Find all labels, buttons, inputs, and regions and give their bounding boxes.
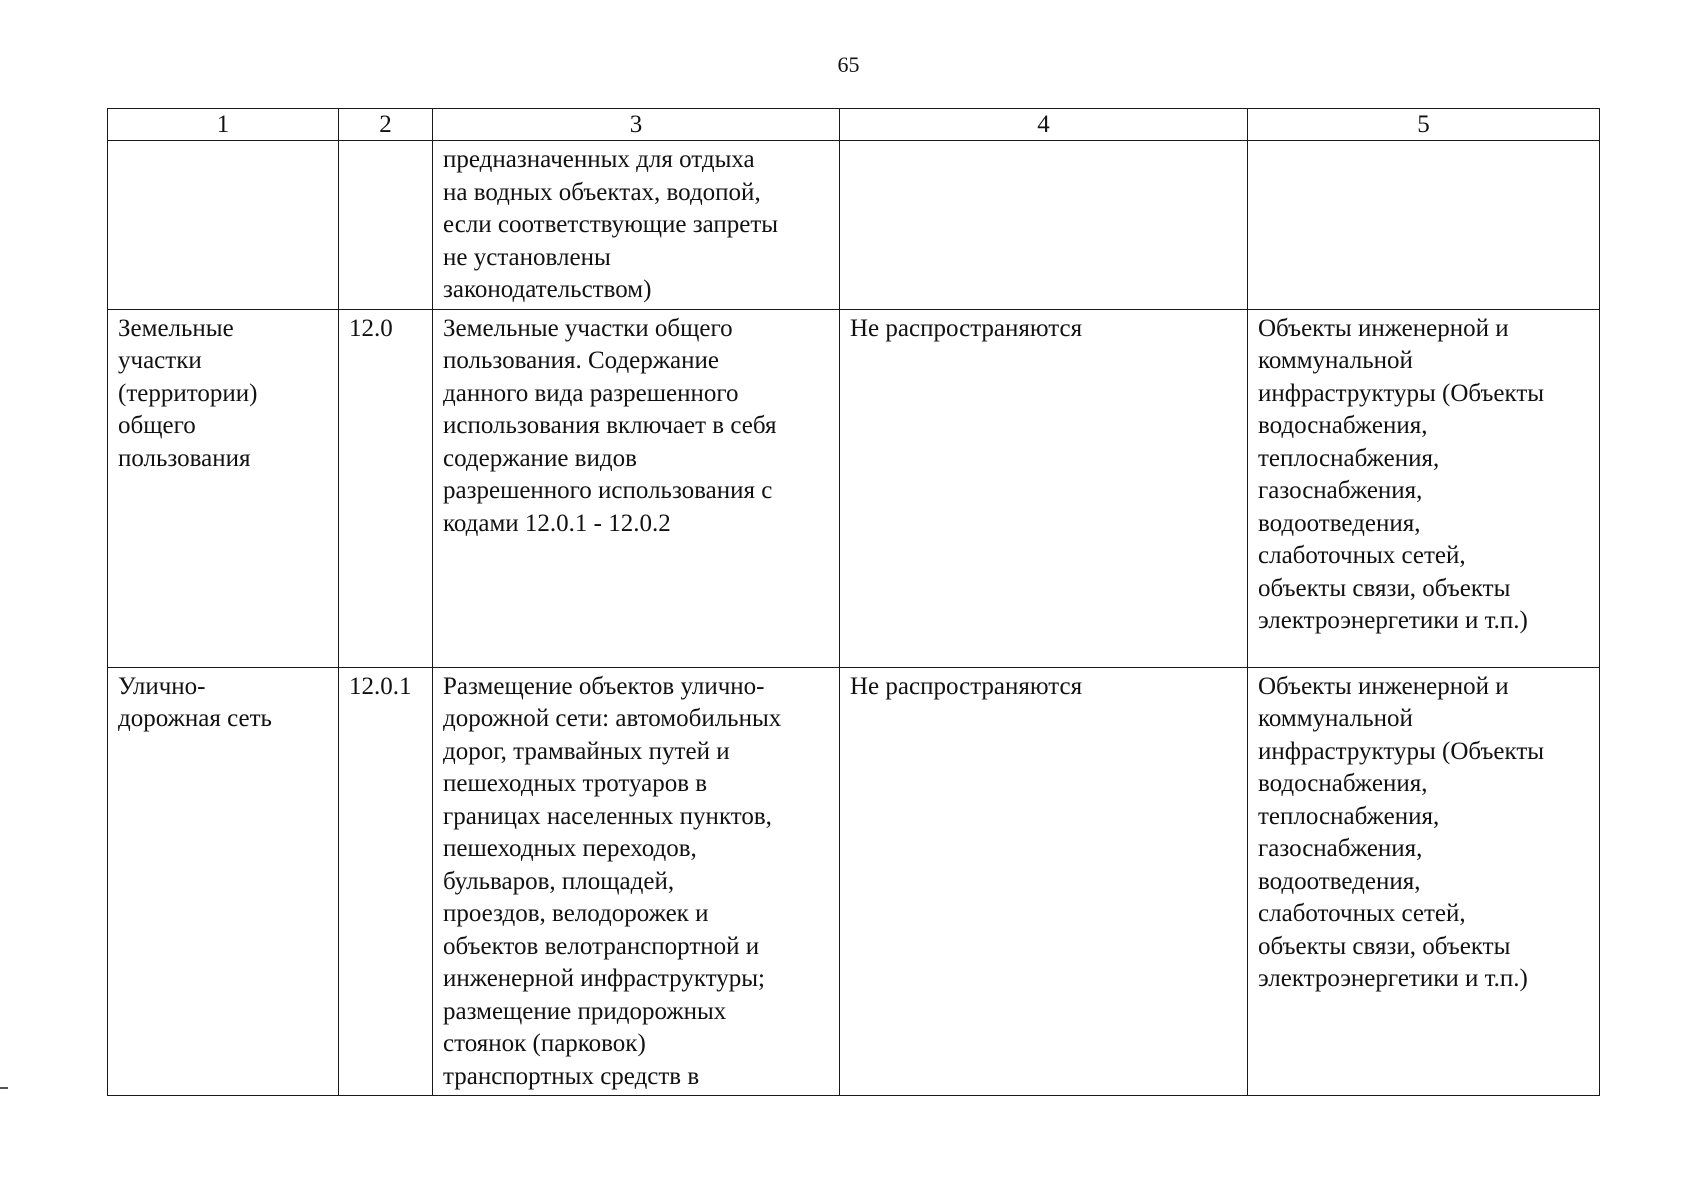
cell-objects xyxy=(1248,141,1600,310)
header-col-3: 3 xyxy=(433,109,840,141)
cell-restrictions: Не распространяются xyxy=(840,309,1248,667)
cell-restrictions: Не распространяются xyxy=(840,667,1248,1096)
cell-description: Земельные участки общего пользования. Содержание данного вида разрешенного использования включает в себя содержание видов разрешенного использования с кодами 12.0.1 - 12.0.2 xyxy=(433,309,840,667)
table-body xyxy=(108,141,1600,1096)
header-col-5: 5 xyxy=(1248,109,1600,141)
table-row xyxy=(108,667,1600,1096)
cell-objects: Объекты инженерной и коммунальной инфраструктуры (Объекты водоснабжения, теплоснабжения, газоснабжения, водоотведения, слаботочных сетей, объекты связи, объекты электроэнергетики и т.п.) xyxy=(1248,309,1600,667)
table-row xyxy=(108,141,1600,310)
table-header xyxy=(108,109,1600,141)
cell-name: Улично- дорожная сеть xyxy=(108,667,339,1096)
cell-code: 12.0 xyxy=(339,309,433,667)
cell-description: Размещение объектов улично- дорожной сети: автомобильных дорог, трамвайных путей и пешеходных тротуаров в границах населенных пунктов, пешеходных переходов, бульваров, площадей, проездов, велодорожек и объектов велотранспортной и инженерной инфраструктуры; размещение придорожных стоянок (парковок) транспортных средств в xyxy=(433,667,840,1096)
cell-objects: Объекты инженерной и коммунальной инфраструктуры (Объекты водоснабжения, теплоснабжения, газоснабжения, водоотведения, слаботочных сетей, объекты связи, объекты электроэнергетики и т.п.) xyxy=(1248,667,1600,1096)
table-row xyxy=(108,309,1600,667)
cell-name: Земельные участки (территории) общего пользования xyxy=(108,309,339,667)
page-number: 65 xyxy=(837,52,860,77)
header-col-1: 1 xyxy=(108,109,339,141)
scan-edge-mark xyxy=(0,1087,8,1089)
cell-name xyxy=(108,141,339,310)
cell-code xyxy=(339,141,433,310)
land-use-table xyxy=(107,108,1600,1096)
header-col-4: 4 xyxy=(840,109,1248,141)
cell-code: 12.0.1 xyxy=(339,667,433,1096)
cell-description: предназначенных для отдыха на водных объектах, водопой, если соответствующие запреты не установлены законодательством) xyxy=(433,141,840,310)
header-col-2: 2 xyxy=(339,109,433,141)
cell-restrictions xyxy=(840,141,1248,310)
header-row xyxy=(108,109,1600,141)
